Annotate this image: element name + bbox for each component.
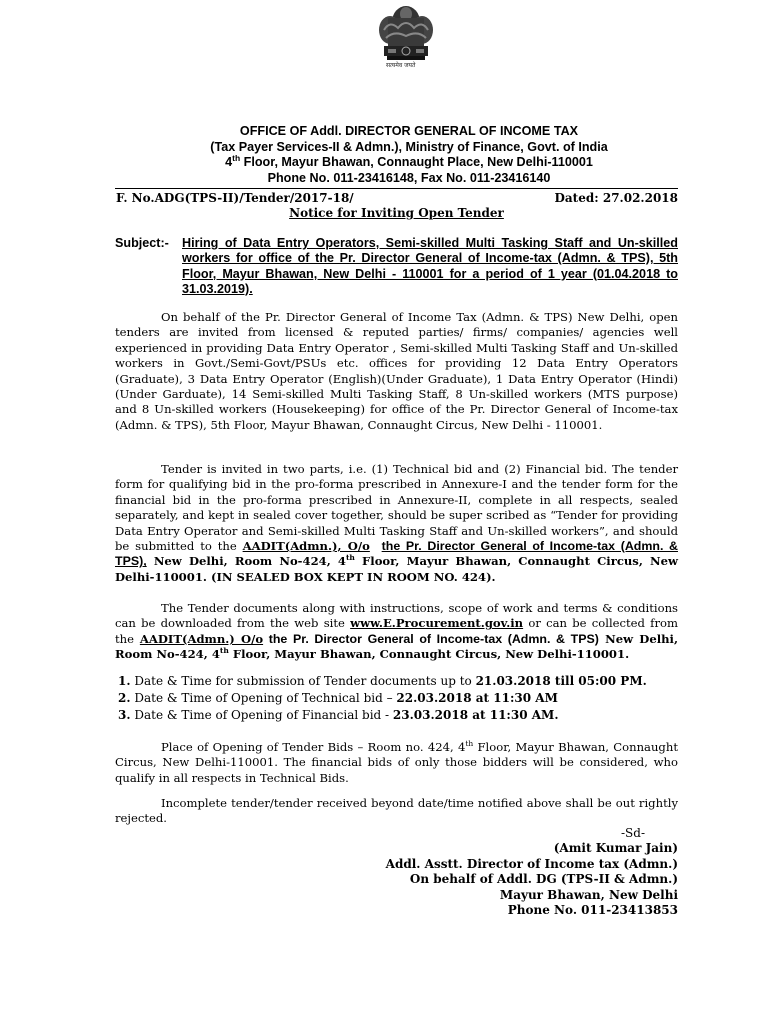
signatory-phone: Phone No. 011-23413853 bbox=[507, 903, 678, 918]
paragraph-tender-parts: Tender is invited in two parts, i.e. (1) Technical bid and (2) Financial bid. The tender form for qualifying bid in the pro-forma prescribed in Annexure-I and the tender form for the financial bid in the pro-forma prescribed in Annexure-II, complete in all respects, sealed separately, and kept in sealed cover together, should be super scribed as “Tender for providing Data Entry Operator and Semi-skilled Multi Tasking Staff and Un-skilled workers”, and should be submitted to the AADIT(Admn.), O/o the Pr. Director General of Income-tax (Admn. & TPS), New Delhi, Room No-424, 4th Floor, Mayur Bhawan, Connaught Circus, New Delhi-110001. (IN SEALED BOX KEPT IN ROOM NO. 424). bbox=[115, 462, 678, 584]
website-link[interactable]: www.E.Procurement.gov.in bbox=[350, 616, 524, 631]
header-ministry: (Tax Payer Services-II & Admn.), Ministry of Finance, Govt. of India bbox=[210, 139, 608, 154]
header-phone: Phone No. 011-23416148, Fax No. 011-23416140 bbox=[267, 170, 551, 185]
file-number: F. No.ADG(TPS-II)/Tender/2017-18/ bbox=[116, 191, 354, 205]
reference-line bbox=[115, 188, 678, 206]
dated: Dated: 27.02.2018 bbox=[554, 191, 678, 205]
pdg-office: the Pr. Director General of Income-tax (Admn. & TPS), bbox=[115, 539, 678, 569]
signed-mark: -Sd- bbox=[620, 826, 645, 840]
signatory-behalf: On behalf of Addl. DG (TPS-II & Admn.) bbox=[409, 872, 678, 887]
signatory-name: (Amit Kumar Jain) bbox=[553, 841, 678, 856]
paragraph-opening-place: Place of Opening of Tender Bids – Room no. 424, 4th Floor, Mayur Bhawan, Connaught Circus, New Delhi-110001. The financial bids of only those bidders will be considered, who qualify in all respects in Technical Bids. bbox=[115, 739, 678, 785]
list-item: 2. Date & Time of Opening of Technical bid – 22.03.2018 at 11:30 AM bbox=[118, 691, 558, 705]
header-office-name: OFFICE OF Addl. DIRECTOR GENERAL OF INCOME TAX bbox=[239, 124, 579, 138]
aadit-office-2: AADIT(Admn.) O/o bbox=[139, 631, 264, 646]
emblem-motto: सत्यमेव जयते bbox=[386, 62, 416, 69]
office-header bbox=[120, 124, 698, 186]
aadit-office: AADIT(Admn.), O/o bbox=[242, 539, 370, 554]
paragraph-documents: The Tender documents along with instructions, scope of work and terms & conditions can be downloaded from the web site www.E.Procurement.gov.in or can be collected from the AADIT(Admn.) O/o the Pr. Director General of Income-tax (Admn. & TPS) New Delhi, Room No-424, 4th Floor, Mayur Bhawan, Connaught Circus, New Delhi-110001. bbox=[115, 601, 678, 662]
subject-label: Subject:- bbox=[115, 236, 169, 250]
subject bbox=[115, 236, 678, 297]
signatory-place: Mayur Bhawan, New Delhi bbox=[499, 887, 678, 902]
paragraph-rejection: Incomplete tender/tender received beyond date/time notified above shall be out rightly rejected. bbox=[115, 796, 678, 826]
paragraph-invitation: On behalf of the Pr. Director General of Income Tax (Admn. & TPS) New Delhi, open tenders are invited from licensed & reputed parties/ firms/ companies/ agencies well experienced in providing Data Entry Operator , Semi-skilled Multi Tasking Staff and Un-skilled workers in Govt./Semi-Govt/PSUs etc. offices for providing 12 Data Entry Operators (Graduate), 3 Data Entry Operator (English)(Under Graduate), 1 Data Entry Operator (Hindi)(Under Garduate), 14 Semi-skilled Multi Tasking Staff, 8 Un-skilled workers (MTS purpose) and 8 Un-skilled workers (Housekeeping) for office of the Pr. Director General of Income-tax (Admn. & TPS), 5th Floor, Mayur Bhawan, Connaught Circus, New Delhi - 110001. bbox=[115, 310, 678, 432]
list-item: 1. Date & Time for submission of Tender documents up to 21.03.2018 till 05:00 PM. bbox=[118, 674, 647, 688]
notice-title: Notice for Inviting Open Tender bbox=[289, 206, 504, 220]
important-dates-list bbox=[118, 673, 681, 724]
subject-text: Hiring of Data Entry Operators, Semi-skilled Multi Tasking Staff and Un-skilled workers for office of the Pr. Director General of Income-tax (Admn. & TPS), 5th Floor, Mayur Bhawan, New Delhi - 110001 for a period of 1 year (01.04.2018 to 31.03.2019). bbox=[182, 236, 678, 296]
header-address: 4th Floor, Mayur Bhawan, Connaught Place, New Delhi-110001 bbox=[225, 152, 593, 169]
national-emblem-icon bbox=[358, 0, 454, 110]
list-item: 3. Date & Time of Opening of Financial bid - 23.03.2018 at 11:30 AM. bbox=[118, 708, 559, 722]
signatory-designation: Addl. Asstt. Director of Income tax (Admn.) bbox=[385, 856, 678, 871]
signature-block bbox=[358, 826, 678, 918]
